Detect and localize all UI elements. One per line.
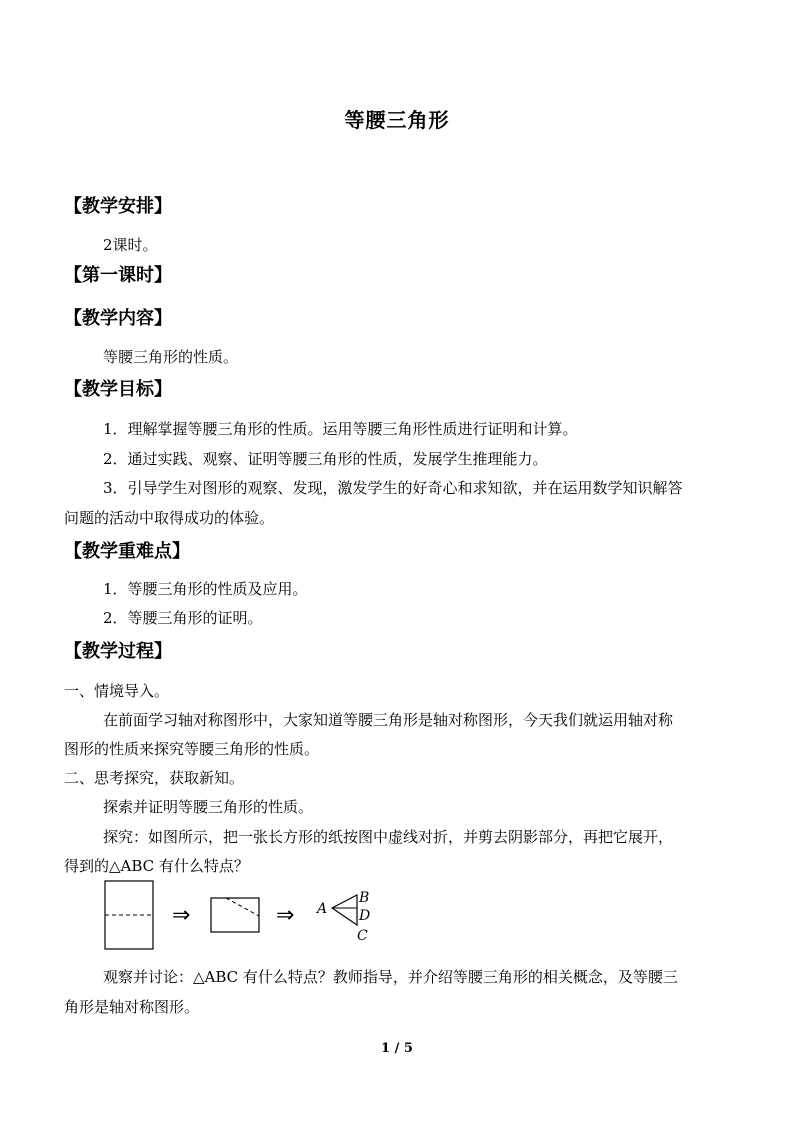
key-point-item: 1．等腰三角形的性质及应用。	[103, 580, 308, 598]
process-paragraph: 探索并证明等腰三角形的性质。	[103, 798, 314, 816]
label-c: C	[357, 928, 368, 944]
heading-key-points: 【教学重难点】	[64, 541, 190, 562]
process-paragraph: 观察并讨论：△ABC 有什么特点？教师指导，并介绍等腰三角形的相关概念，及等腰三	[103, 968, 678, 986]
arrow-icon: ⇒	[276, 903, 295, 928]
heading-first-lesson: 【第一课时】	[64, 265, 172, 286]
process-paragraph: 探究：如图所示，把一张长方形的纸按图中虚线对折，并剪去阴影部分，再把它展开，	[103, 828, 674, 846]
heading-goals: 【教学目标】	[64, 379, 172, 400]
process-paragraph: 在前面学习轴对称图形中，大家知道等腰三角形是轴对称图形，今天我们就运用轴对称	[103, 711, 674, 729]
goal-item-continued: 问题的活动中取得成功的体验。	[64, 509, 275, 527]
process-section-title: 一、情境导入。	[64, 682, 170, 700]
process-paragraph-continued: 角形是轴对称图形。	[64, 998, 200, 1016]
label-b: B	[359, 890, 370, 906]
arrangement-text: 2课时。	[103, 236, 158, 254]
heading-process: 【教学过程】	[64, 641, 172, 662]
triangle-abc	[332, 895, 357, 925]
process-paragraph-continued: 得到的△ABC 有什么特点？	[64, 857, 249, 875]
label-d: D	[359, 908, 371, 924]
folding-diagram	[100, 878, 380, 952]
label-a: A	[317, 901, 328, 917]
goal-item: 2．通过实践、观察、证明等腰三角形的性质，发展学生推理能力。	[103, 450, 548, 468]
goal-item: 3．引导学生对图形的观察、发现，激发学生的好奇心和求知欲，并在运用数学知识解答	[103, 479, 683, 497]
page-number: 1 / 5	[381, 1041, 413, 1056]
arrow-icon: ⇒	[172, 903, 191, 928]
process-section-title: 二、思考探究，获取新知。	[64, 769, 245, 787]
page-title: 等腰三角形	[344, 108, 450, 132]
key-point-item: 2．等腰三角形的证明。	[103, 609, 263, 627]
goal-item: 1．理解掌握等腰三角形的性质。运用等腰三角形性质进行证明和计算。	[103, 420, 578, 438]
process-paragraph-continued: 图形的性质来探究等腰三角形的性质。	[64, 740, 320, 758]
heading-arrangement: 【教学安排】	[64, 196, 172, 217]
content-text: 等腰三角形的性质。	[103, 348, 239, 366]
heading-content: 【教学内容】	[64, 308, 172, 329]
cut-line	[226, 898, 259, 916]
